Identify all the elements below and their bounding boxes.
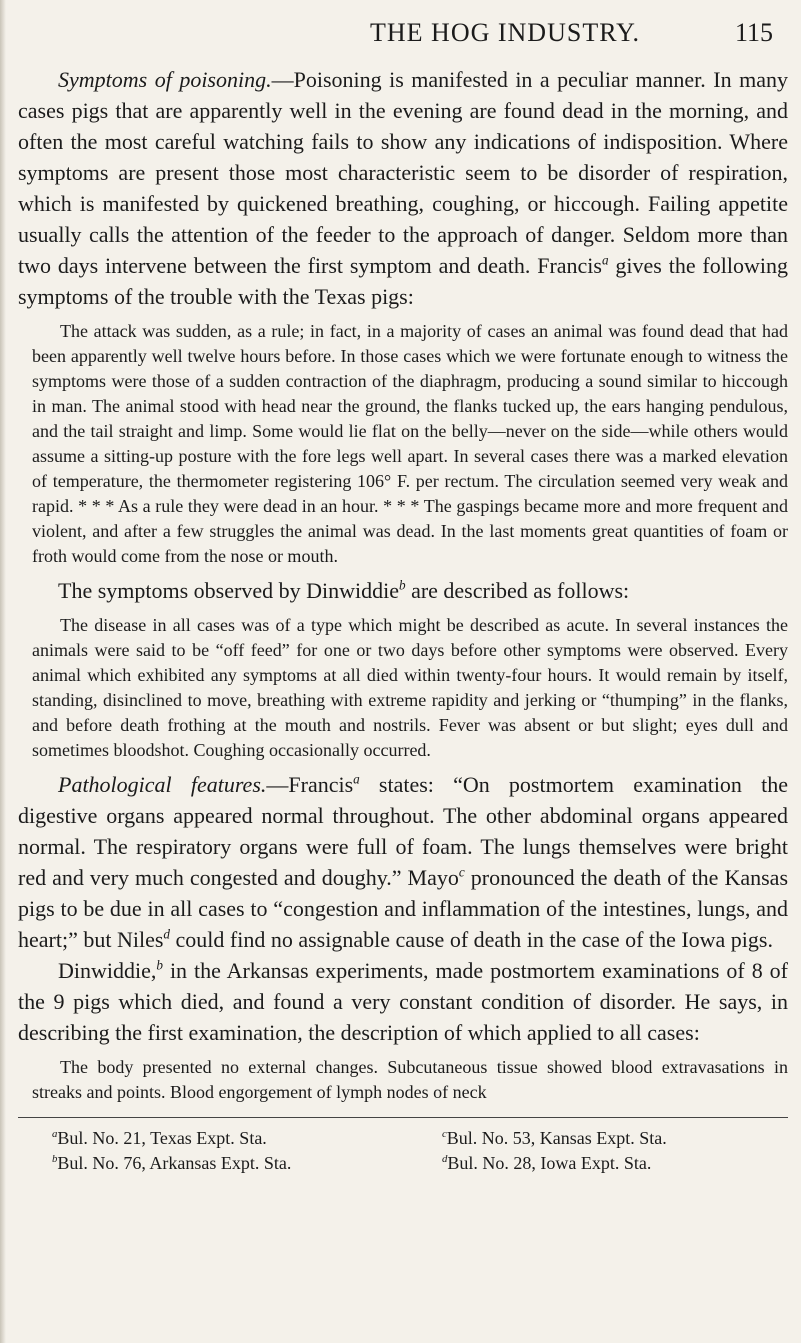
footnote-text: Bul. No. 76, Arkansas Expt. Sta. — [57, 1153, 292, 1173]
footnote-ref: a — [353, 771, 360, 787]
paragraph-lead: Pathological features. — [58, 772, 267, 797]
paragraph-text: pronounced the death of the Kansas pigs to be due in all cases to “congestion and inflammation of the intestines, lungs, and heart;” but Niles — [18, 865, 789, 952]
paragraph-pathological-features — [18, 769, 788, 955]
footnote-mark: b — [52, 1153, 58, 1165]
paragraph-text: Dinwiddie, — [58, 958, 157, 983]
footnote — [52, 1151, 442, 1176]
footnote — [442, 1151, 801, 1176]
paragraph-lead: Symptoms of poisoning. — [58, 67, 272, 92]
footnote-ref: d — [163, 926, 170, 942]
footnote-text: Bul. No. 28, Iowa Expt. Sta. — [447, 1153, 652, 1173]
paragraph-text: gives the following symptoms of the trouble with the Texas pigs: — [18, 253, 788, 309]
paragraph-text: The symptoms observed by Dinwiddie — [58, 578, 399, 603]
footnote-text: Bul. No. 53, Kansas Expt. Sta. — [446, 1128, 667, 1148]
footnote-ref: c — [458, 864, 465, 880]
footnote — [442, 1126, 801, 1151]
paragraph-text: are described as follows: — [405, 578, 630, 603]
footnote-ref: b — [398, 577, 406, 593]
footnote-ref: b — [156, 957, 163, 973]
footnotes — [18, 1126, 788, 1176]
paragraph-text: states: “On postmortem examination the digestive organs appeared normal throughout. The other abdominal organs appeared normal. The respiratory organs were full of foam. The lungs themselves were bright red and very much congested and doughy.” Mayo — [18, 772, 788, 890]
quote-dinwiddie: The disease in all cases was of a type which might be described as acute. In several instances the animals were said to be “off feed” for one or two days before other symptoms were observed. Every animal which exhibited any symptoms at all died within twenty-four hours. It would remain by itself, standing, disinclined to move, breathing with extreme rapidity and jerking or “thumping” in the flanks, and before death frothing at the mouth and nostrils. Fever was absent or but slight; eyes dull and sometimes bloodshot. Coughing occasionally occurred. — [32, 615, 788, 760]
paragraph-text: in the Arkansas experiments, made postmortem examinations of 8 of the 9 pigs which died, and found a very constant condition of disorder. He says, in describing the first examination, the description of which applied to all cases: — [18, 958, 788, 1045]
footnote-ref: a — [601, 252, 609, 268]
paragraph-dinwiddie-symptoms — [18, 575, 788, 606]
quote-francis: The attack was sudden, as a rule; in fact, in a majority of cases an animal was found dead that had been apparently well twelve hours before. In those cases which we were fortunate enough to witness the symptoms were those of a sudden contraction of the diaphragm, producing a sound similar to hiccough in man. The animal stood with head near the ground, the flanks tucked up, the ears hanging pendulous, and the tail straight and limp. Some would lie flat on the belly—never on the side—while others would assume a sitting-up posture with the fore legs well apart. In several cases there was a marked elevation of temperature, the thermometer registering 106° F. per rectum. The circulation seemed very weak and rapid. * * * As a rule they were dead in an hour. * * * The gaspings became more and more frequent and violent, and after a few struggles the animal was dead. In the last moments great quantities of foam or froth would come from the nose or mouth. — [32, 321, 788, 566]
paragraph-arkansas-experiments — [18, 955, 788, 1048]
footnote-text: Bul. No. 21, Texas Expt. Sta. — [57, 1128, 267, 1148]
paragraph-text: could find no assignable cause of death in the case of the Iowa pigs. — [170, 927, 773, 952]
quote-postmortem: The body presented no external changes. Subcutaneous tissue showed blood extravasations in streaks and points. Blood engorgement of lymph nodes of neck — [32, 1057, 788, 1102]
running-title: THE HOG INDUSTRY. — [370, 18, 641, 47]
page-number: 115 — [734, 18, 773, 47]
footnote — [52, 1126, 442, 1151]
paragraph-text: —Francis — [266, 772, 354, 797]
page-body — [18, 64, 788, 1176]
footnote-mark: c — [442, 1128, 447, 1140]
footnote-divider — [18, 1117, 788, 1118]
footnote-mark: d — [442, 1153, 448, 1165]
page-edge-shadow — [0, 0, 6, 1343]
page-header — [0, 18, 801, 58]
paragraph-symptoms-of-poisoning — [18, 64, 788, 312]
paragraph-text: —Poisoning is manifested in a peculiar manner. In many cases pigs that are apparently well in the evening are found dead in the morning, and often the most careful watching fails to show any indications of indisposition. Where symptoms are present those most characteristic seem to be disorder of respiration, which is manifested by quickened breathing, coughing, or hiccough. Failing appetite usually calls the attention of the feeder to the approach of danger. Seldom more than two days intervene between the first symptom and death. Francis — [18, 67, 788, 278]
footnote-mark: a — [52, 1128, 58, 1140]
